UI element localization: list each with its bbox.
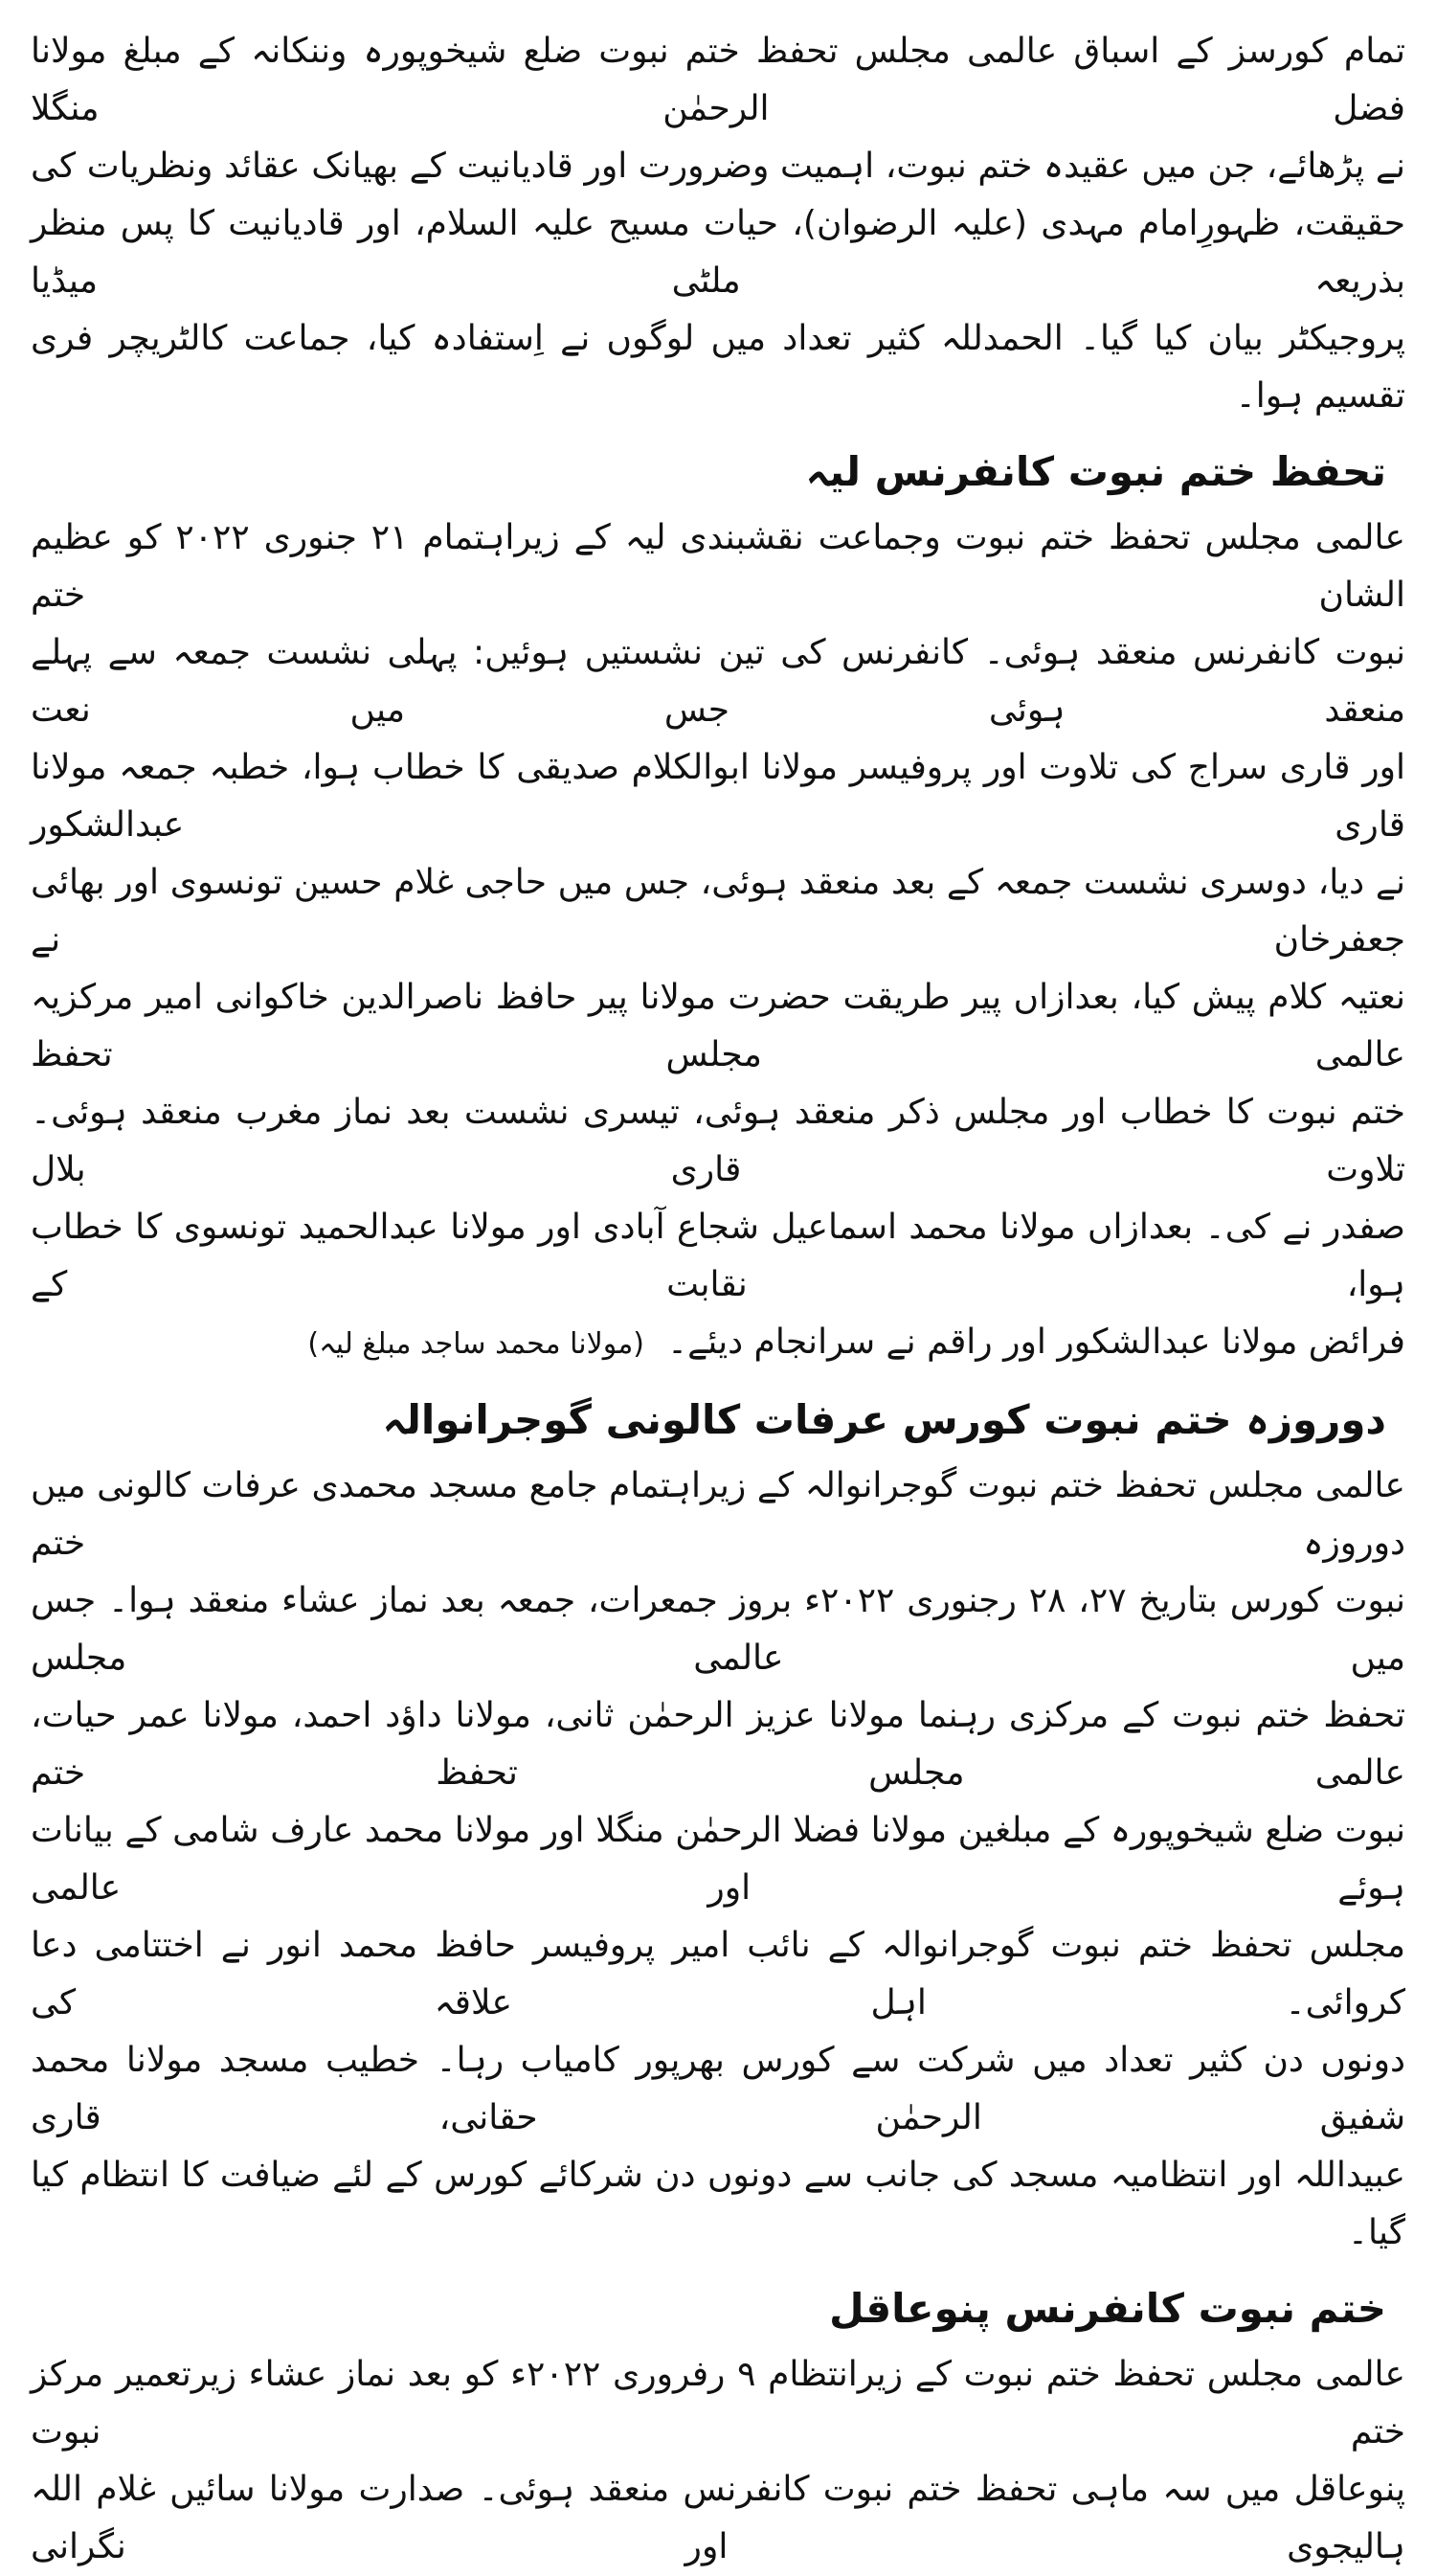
intro-paragraph — [31, 23, 1405, 425]
text-line: نے دیا، دوسری نشست جمعہ کے بعد منعقد ہوئی، جس میں حاجی غلام حسین تونسوی اور بھائی جعفرخان نے — [31, 863, 1405, 960]
section-layyah-conference — [31, 439, 1405, 1373]
pano-aqil-paragraph — [31, 2346, 1405, 2576]
section-pano-aqil-conference — [31, 2275, 1405, 2576]
text-line: پنوعاقل میں سہ ماہی تحفظ ختم نبوت کانفرنس منعقد ہوئی۔ صدارت مولانا سائیں غلام اللہ ہالیجوی اور نگرانی — [31, 2470, 1405, 2566]
section-heading: ختم نبوت کانفرنس پنوعاقل — [829, 2285, 1386, 2332]
text-line: اور قاری سراج کی تلاوت اور پروفیسر مولانا ابوالکلام صدیقی کا خطاب ہوا، خطبہ جمعہ مولانا قاری عبدالشکور — [31, 748, 1405, 845]
text-line: حقیقت، ظہورِامام مہدی (علیہ الرضوان)، حیات مسیح علیہ السلام، اور قادیانیت کا پس منظر بذریعہ ملٹی میڈیا — [31, 204, 1405, 301]
text-line: عالمی مجلس تحفظ ختم نبوت کے زیرانتظام ۹ رفروری ۲۰۲۲ء کو بعد نماز عشاء زیرتعمیر مرکز ختم نبوت — [31, 2355, 1405, 2452]
text-line: نعتیہ کلام پیش کیا، بعدازاں پیر طریقت حضرت مولانا پیر حافظ ناصرالدین خاکوانی امیر مرکزیہ عالمی مجلس تحفظ — [31, 978, 1405, 1074]
section-heading: دوروزہ ختم نبوت کورس عرفات کالونی گوجرانوالہ — [382, 1396, 1386, 1443]
text-line: نبوت کورس بتاریخ ۲۷، ۲۸ رجنوری ۲۰۲۲ء بروز جمعرات، جمعہ بعد نماز عشاء منعقد ہوا۔ جس میں عالمی مجلس — [31, 1581, 1406, 1678]
section-heading: تحفظ ختم نبوت کانفرنس لیہ — [805, 448, 1386, 495]
author-signature: (مولانا محمد ساجد مبلغ لیہ) — [307, 1327, 645, 1361]
layyah-paragraph — [31, 509, 1405, 1373]
text-line: دونوں دن کثیر تعداد میں شرکت سے کورس بھرپور کامیاب رہا۔ خطیب مسجد مولانا محمد شفیق الرحمٰن حقانی، قاری — [31, 2041, 1405, 2137]
gujranwala-paragraph — [31, 1457, 1405, 2262]
text-line: مجلس تحفظ ختم نبوت گوجرانوالہ کے نائب امیر پروفیسر حافظ محمد انور نے اختتامی دعا کروائی۔ اہل علاقہ کی — [31, 1926, 1405, 2022]
text-line: پروجیکٹر بیان کیا گیا۔ الحمدللہ کثیر تعداد میں لوگوں نے اِستفادہ کیا، جماعت کالٹریچر فری تقسیم ہوا۔ — [31, 319, 1405, 416]
text-line: نبوت کانفرنس منعقد ہوئی۔ کانفرنس کی تین نشستیں ہوئیں: پہلی نشست جمعہ سے پہلے منعقد ہوئی جس میں نعت — [31, 633, 1405, 730]
text-line: صفدر نے کی۔ بعدازاں مولانا محمد اسماعیل شجاع آبادی اور مولانا عبدالحمید تونسوی کا خطاب ہوا، نقابت کے — [31, 1208, 1405, 1304]
text-line: نے پڑھائے، جن میں عقیدہ ختم نبوت، اہمیت وضرورت اور قادیانیت کے بھیانک عقائد ونظریات کی — [31, 147, 1405, 186]
text-line: عبیداللہ اور انتظامیہ مسجد کی جانب سے دونوں دن شرکائے کورس کے لئے ضیافت کا انتظام کیا گیا۔ — [31, 2156, 1405, 2252]
text-line: تحفظ ختم نبوت کے مرکزی رہنما مولانا عزیز الرحمٰن ثانی، مولانا داؤد احمد، مولانا عمر حیات، عالمی مجلس تحفظ ختم — [31, 1696, 1405, 1793]
text-line: نبوت ضلع شیخوپورہ کے مبلغین مولانا فضلا الرحمٰن منگلا اور مولانا محمد عارف شامی کے بیانات ہوئے اور عالمی — [31, 1811, 1405, 1908]
text-line: ختم نبوت کا خطاب اور مجلس ذکر منعقد ہوئی، تیسری نشست بعد نماز مغرب منعقد ہوئی۔ تلاوت قاری بلال — [31, 1093, 1405, 1189]
text-line — [31, 1314, 1405, 1373]
text-line: عالمی مجلس تحفظ ختم نبوت وجماعت نقشبندی لیہ کے زیراہتمام ۲۱ جنوری ۲۰۲۲ کو عظیم الشان ختم — [31, 518, 1405, 615]
text-line: تمام کورسز کے اسباق عالمی مجلس تحفظ ختم نبوت ضلع شیخوپورہ وننکانہ کے مبلغ مولانا فضل الرحمٰن منگلا — [31, 32, 1405, 128]
text-line: عالمی مجلس تحفظ ختم نبوت گوجرانوالہ کے زیراہتمام جامع مسجد محمدی عرفات کالونی میں دوروزہ ختم — [31, 1466, 1405, 1563]
section-course-intro — [31, 23, 1405, 425]
text-line-content: فرائض مولانا عبدالشکور اور راقم نے سرانجام دیئے۔ — [667, 1322, 1405, 1362]
section-gujranwala-course — [31, 1387, 1405, 2262]
